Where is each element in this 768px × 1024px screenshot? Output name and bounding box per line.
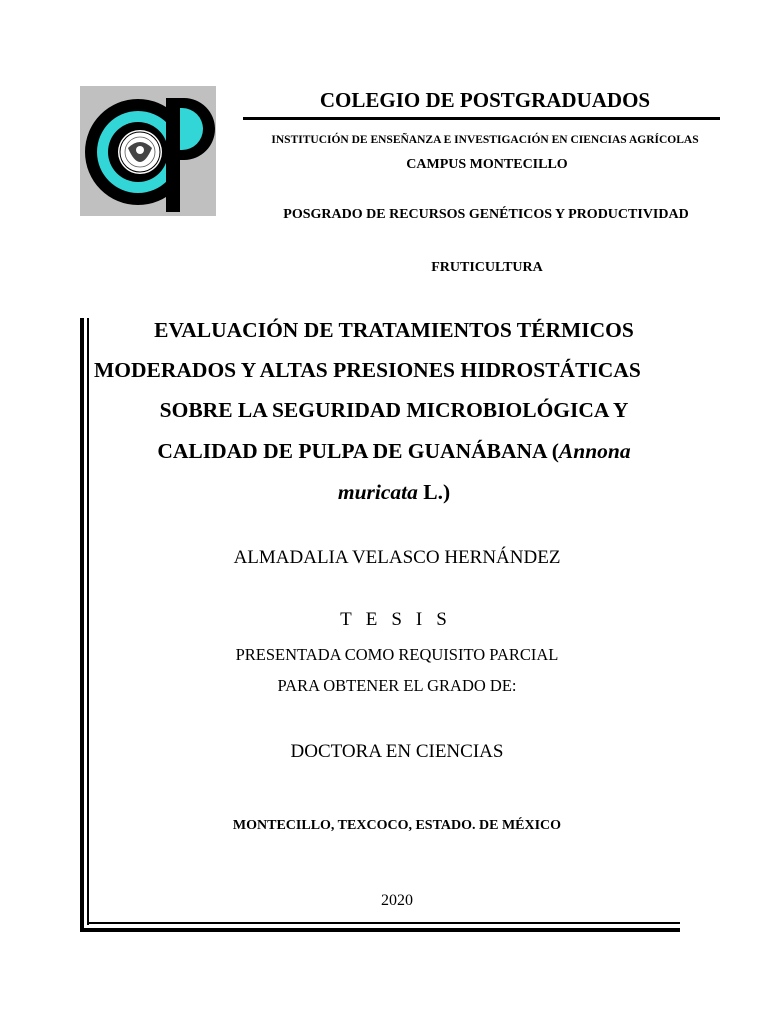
- header-divider: [243, 117, 720, 120]
- degree-name: DOCTORA EN CIENCIAS: [290, 741, 504, 762]
- college-name: COLEGIO DE POSTGRADUADOS: [319, 88, 651, 112]
- thesis-title-line-3: SOBRE LA SEGURIDAD MICROBIOLÓGICA Y: [159, 398, 629, 422]
- thesis-title-line-4: [90, 441, 698, 463]
- graduate-program: POSGRADO DE RECURSOS GENÉTICOS Y PRODUCTIVIDAD: [283, 207, 689, 222]
- location: MONTECILLO, TEXCOCO, ESTADO. DE MÉXICO: [232, 818, 562, 833]
- frame-bottom-inner-border: [87, 922, 680, 924]
- campus-name: CAMPUS MONTECILLO: [406, 157, 568, 172]
- thesis-title-line-5: [90, 482, 698, 504]
- institution-logo: [80, 86, 216, 216]
- specialty: FRUTICULTURA: [431, 260, 543, 275]
- document-type: TESIS: [340, 609, 461, 630]
- thesis-title-line-1: EVALUACIÓN DE TRATAMIENTOS TÉRMICOS: [154, 318, 634, 342]
- frame-left-inner-border: [87, 318, 89, 925]
- species-epithet: muricata: [337, 480, 418, 504]
- institution-description: INSTITUCIÓN DE ENSEÑANZA E INVESTIGACIÓN EN CIENCIAS AGRÍCOLAS: [271, 134, 699, 146]
- title-line-4-text: CALIDAD DE PULPA DE GUANÁBANA (: [157, 439, 559, 463]
- frame-left-border: [80, 318, 84, 930]
- frame-bottom-border: [80, 928, 680, 932]
- requirement-line-1: PRESENTADA COMO REQUISITO PARCIAL: [235, 645, 559, 664]
- thesis-title-line-2: MODERADOS Y ALTAS PRESIONES HIDROSTÁTICAS: [94, 358, 641, 382]
- requirement-line-2: PARA OBTENER EL GRADO DE:: [277, 676, 517, 695]
- species-genus: Annona: [558, 439, 631, 463]
- year: 2020: [381, 892, 413, 909]
- cp-logo-icon: [80, 86, 216, 216]
- author-name: ALMADALIA VELASCO HERNÁNDEZ: [233, 547, 561, 568]
- title-line-5-text: L.): [417, 480, 451, 504]
